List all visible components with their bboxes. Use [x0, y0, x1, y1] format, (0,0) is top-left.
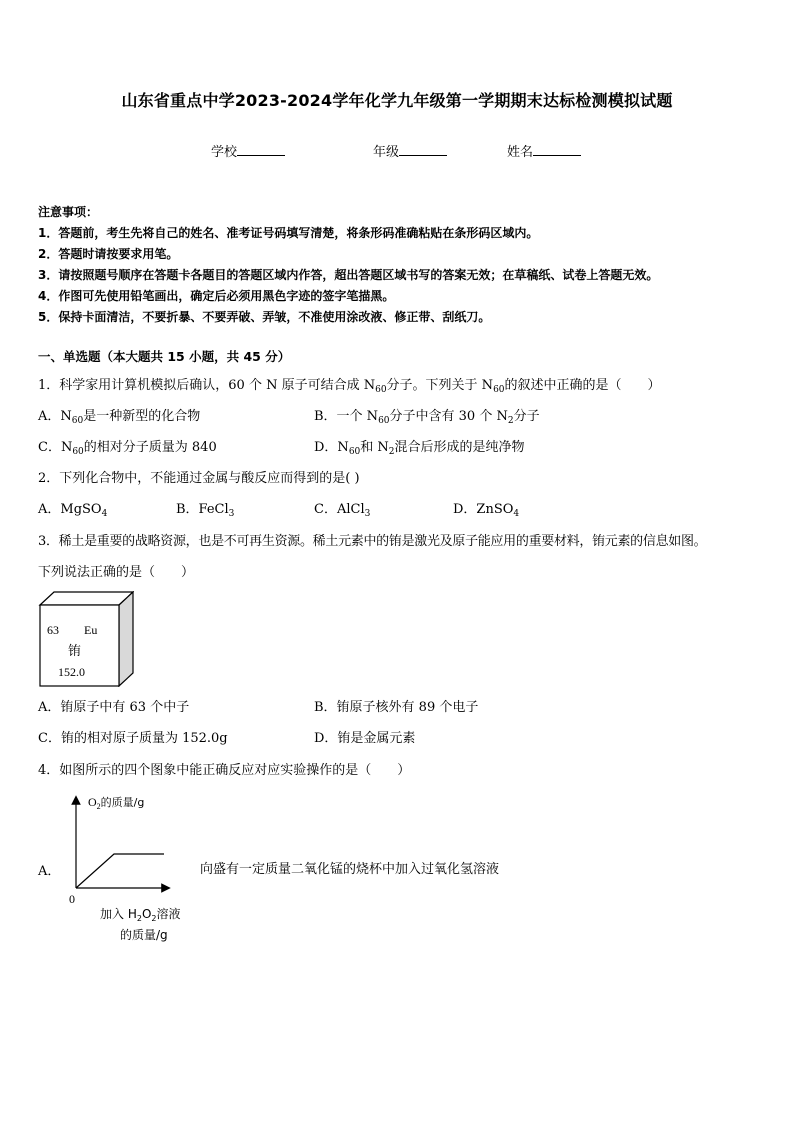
name-label: 姓名	[507, 145, 534, 160]
question-2-stem: 2．下列化合物中，不能通过金属与酸反应而得到的是( )	[38, 471, 360, 486]
question-3-stem-line2: 下列说法正确的是（ ）	[38, 565, 195, 580]
notes-item-2: 2．答题时请按要求用笔。	[38, 247, 179, 261]
q4-option-a-description: 向盛有一定质量二氧化锰的烧杯中加入过氧化氢溶液	[200, 862, 500, 877]
notes-section	[38, 202, 658, 328]
q1-a-text: A．N	[38, 409, 72, 424]
x-axis-label-line2: 的质量/g	[120, 928, 168, 942]
element-card-eu	[38, 591, 134, 687]
q2-c-sub: 3	[364, 509, 371, 519]
school-field	[211, 141, 285, 160]
q1-stem-part: 分子。下列关于 N	[386, 378, 494, 393]
q2-option-d[interactable]	[453, 498, 519, 517]
q3-option-b[interactable]: B．铕原子核外有 89 个电子	[314, 700, 479, 715]
q2-a-text: A．MgSO	[38, 502, 102, 517]
q2-a-sub: 4	[101, 509, 108, 519]
grade-blank[interactable]	[399, 143, 447, 156]
q2-b-sub: 3	[228, 509, 235, 519]
element-symbol: Eu	[84, 623, 98, 637]
q2-d-text: D．ZnSO	[453, 502, 514, 517]
q1-option-b[interactable]	[314, 405, 540, 424]
q1-d-sub: 60	[348, 447, 361, 457]
q1-b-text: 分子中含有 30 个 N	[389, 409, 508, 424]
element-name: 铕	[68, 644, 82, 659]
q1-c-text: 的相对分子质量为 840	[83, 440, 217, 455]
q1-a-text: 是一种新型的化合物	[83, 409, 201, 424]
exam-title: 山东省重点中学2023-2024学年化学九年级第一学期期末达标检测模拟试题	[121, 91, 673, 110]
q3-option-a[interactable]: A．铕原子中有 63 个中子	[38, 700, 190, 715]
notes-item-1: 1．答题前，考生先将自己的姓名、准考证号码填写清楚，将条形码准确粘贴在条形码区域内。	[38, 226, 539, 240]
q1-a-sub: 60	[71, 416, 84, 426]
q1-d-sub: 2	[388, 447, 395, 457]
q1-b-text: 分子	[513, 409, 540, 424]
question-4-stem: 4．如图所示的四个图象中能正确反应对应实验操作的是（ ）	[38, 763, 411, 778]
q4-option-a-label[interactable]: A．	[38, 864, 61, 879]
q2-c-text: C．AlCl	[314, 502, 365, 517]
q2-d-sub: 4	[513, 509, 520, 519]
q1-d-text: 和 N	[360, 440, 389, 455]
o2-curve	[76, 854, 164, 888]
q1-b-sub: 60	[378, 416, 390, 426]
element-card-svg	[38, 591, 134, 687]
q4-graph-a	[56, 788, 216, 948]
q1-option-d[interactable]	[314, 436, 525, 455]
q2-option-c[interactable]	[314, 498, 370, 517]
section-heading: 一、单选题（本大题共 15 小题，共 45 分）	[38, 349, 291, 364]
school-blank[interactable]	[237, 143, 285, 156]
name-field	[507, 141, 581, 160]
q1-d-text: 混合后形成的是纯净物	[394, 440, 525, 455]
notes-item-3: 3．请按照题号顺序在答题卡各题目的答题区域内作答，超出答题区域书写的答案无效；在草稿纸、试卷上答题无效。	[38, 268, 659, 282]
notes-item-5: 5．保持卡面清洁，不要折暴、不要弄破、弄皱，不准使用涂改液、修正带、刮纸刀。	[38, 310, 491, 324]
grade-label: 年级	[373, 145, 400, 160]
notes-item-4: 4．作图可先使用铅笔画出，确定后必须用黑色字迹的签字笔描黑。	[38, 289, 395, 303]
y-axis-label: $O_2$的质量/g	[88, 795, 145, 811]
origin-label: 0	[69, 892, 75, 906]
grade-field	[373, 141, 447, 160]
q1-option-c[interactable]	[38, 436, 217, 455]
q1-stem-sub: 60	[493, 385, 505, 395]
q2-option-a[interactable]	[38, 498, 107, 517]
q1-c-text: C．N	[38, 440, 73, 455]
q1-b-text: B．一个 N	[314, 409, 379, 424]
graph-svg	[56, 788, 216, 948]
q1-stem-part: 1．科学家用计算机模拟后确认，60 个 N 原子可结合成 N	[38, 378, 376, 393]
q1-b-sub: 2	[507, 416, 514, 426]
name-blank[interactable]	[533, 143, 581, 156]
element-mass: 152.0	[58, 665, 85, 679]
q1-stem-sub: 60	[375, 385, 387, 395]
question-1-stem	[38, 374, 661, 393]
notes-heading: 注意事项：	[38, 205, 99, 219]
q2-b-text: B．FeCl	[176, 502, 229, 517]
q1-d-text: D．N	[314, 440, 349, 455]
q1-stem-part: 的叙述中正确的是（ ）	[504, 378, 661, 393]
question-3-stem-line1: 3．稀土是重要的战略资源，也是不可再生资源。稀土元素中的铕是激光及原子能应用的重要材料，铕元素的信息如图。	[38, 534, 707, 549]
school-label: 学校	[211, 145, 238, 160]
element-number: 63	[47, 623, 59, 637]
q2-option-b[interactable]	[176, 498, 234, 517]
q1-c-sub: 60	[72, 447, 84, 457]
q3-option-c[interactable]: C．铕的相对原子质量为 152.0g	[38, 731, 228, 746]
q1-option-a[interactable]	[38, 405, 200, 424]
q3-option-d[interactable]: D．铕是金属元素	[314, 731, 416, 746]
x-axis-label-line1: 加入 $H_2O_2$溶液	[100, 907, 181, 923]
